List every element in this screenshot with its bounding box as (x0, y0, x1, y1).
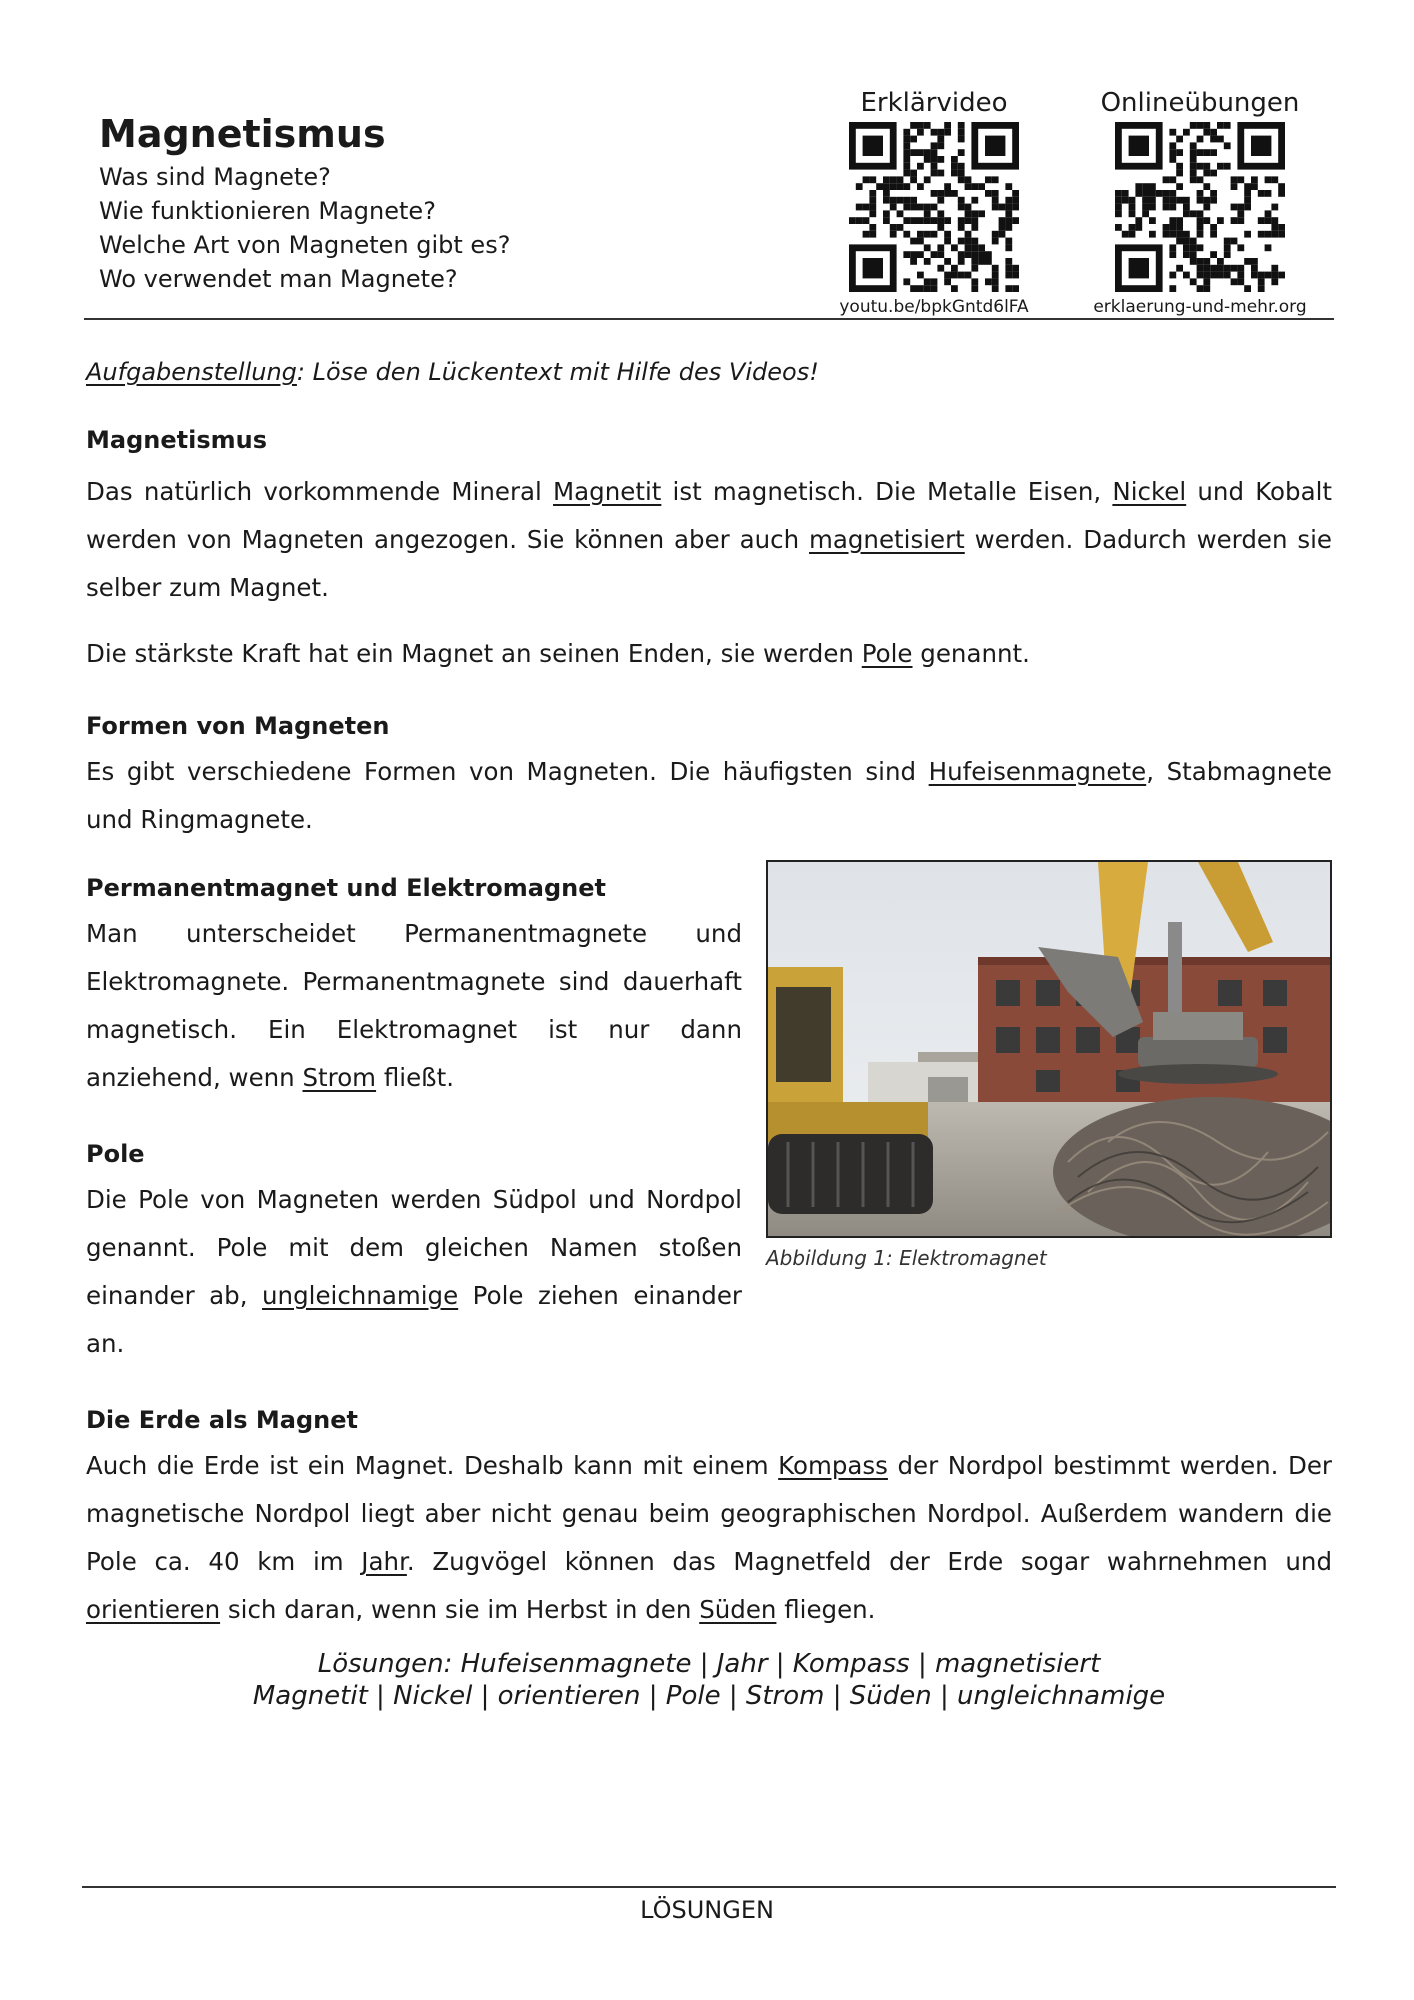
solutions-block (86, 1648, 1332, 1712)
text-run: Die stärkste Kraft hat ein Magnet an seinen Enden, sie werden (86, 639, 862, 668)
text-run: Pole ziehen einander an. (86, 1281, 742, 1358)
gap-answer: Jahr (361, 1547, 407, 1576)
text-run: der Nordpol bestimmt werden. Der magnetische Nordpol liegt aber nicht genau beim geographischen Nordpol. Außerdem wandern die Pole ca. 40 km im (86, 1451, 1333, 1576)
gap-answer: Süden (699, 1595, 777, 1624)
paragraph-magnetismus-2 (86, 630, 1332, 678)
qr-video-block (824, 86, 1044, 318)
paragraph-magnetismus-1 (86, 468, 1332, 612)
task-instruction (86, 352, 819, 392)
heading-permanent: Permanentmagnet und Elektromagnet (86, 874, 606, 902)
text-run: Es gibt verschiedene Formen von Magneten. Die häufigsten sind (86, 757, 929, 786)
page-title: Magnetismus (99, 112, 386, 156)
task-label: Aufgabenstellung (86, 358, 297, 386)
electromagnet-photo (766, 860, 1332, 1238)
figure-caption: Abbildung 1: Elektromagnet (766, 1246, 1047, 1270)
text-run: Auch die Erde ist ein Magnet. Deshalb kann mit einem (86, 1451, 779, 1480)
solutions-line-1: Lösungen: Hufeisenmagnete | Jahr | Kompass | magnetisiert (317, 1649, 1101, 1679)
gap-answer: Kompass (778, 1451, 888, 1480)
question-item: Was sind Magnete? (99, 163, 331, 191)
task-text: : Löse den Lückentext mit Hilfe des Videos! (296, 358, 819, 386)
text-run: fließt. (376, 1063, 454, 1092)
question-item: Wo verwendet man Magnete? (99, 265, 458, 293)
electromagnet-illustration (768, 862, 1330, 1236)
solutions-line-2: Magnetit | Nickel | orientieren | Pole | Strom | Süden | ungleichnamige (252, 1681, 1166, 1711)
text-run: . Zugvögel können das Magnetfeld der Erde sogar wahrnehmen und (406, 1547, 1332, 1576)
qr-video-url[interactable]: youtu.be/bpkGntd6lFA (839, 297, 1029, 317)
gap-answer: magnetisiert (809, 525, 965, 554)
qr-video-label: Erklärvideo (860, 88, 1008, 118)
gap-answer: Pole (861, 639, 913, 668)
heading-formen: Formen von Magneten (86, 712, 390, 740)
paragraph-formen (86, 748, 1332, 844)
text-run: ist magnetisch. Die Metalle Eisen, (661, 477, 1113, 506)
text-run: und Kobalt werden von Magneten angezogen. Sie können aber auch (86, 477, 1333, 554)
guiding-questions (99, 160, 510, 296)
heading-pole: Pole (86, 1140, 145, 1168)
text-run: Man unterscheidet Permanentmagnete und Elektromagnete. Permanentmagnete sind dauerhaft magnetisch. Ein Elektromagnet ist nur dann anziehend, wenn (86, 919, 742, 1092)
text-run: genannt. (912, 639, 1030, 668)
qr-code-video[interactable] (849, 122, 1019, 292)
paragraph-permanent (86, 910, 742, 1102)
gap-answer: orientieren (86, 1595, 221, 1624)
question-item: Wie funktionieren Magnete? (99, 197, 436, 225)
heading-erde: Die Erde als Magnet (86, 1406, 358, 1434)
gap-answer: ungleichnamige (262, 1281, 459, 1310)
question-item: Welche Art von Magneten gibt es? (99, 231, 511, 259)
gap-answer: Magnetit (553, 477, 662, 506)
paragraph-erde (86, 1442, 1332, 1634)
qr-exercises-block (1090, 86, 1310, 318)
text-run: Die Pole von Magneten werden Südpol und Nordpol genannt. Pole mit dem gleichen Namen stoßen einander ab, (86, 1185, 742, 1310)
heading-magnetismus: Magnetismus (86, 426, 267, 454)
gap-answer: Nickel (1112, 477, 1187, 506)
text-run: sich daran, wenn sie im Herbst in den (220, 1595, 700, 1624)
text-run: , Stabmagnete und Ringmagnete. (86, 757, 1332, 834)
gap-answer: Strom (302, 1063, 377, 1092)
header-divider (84, 318, 1334, 320)
gap-answer: Hufeisenmagnete (928, 757, 1147, 786)
text-run: fliegen. (776, 1595, 876, 1624)
text-run: Das natürlich vorkommende Mineral (86, 477, 554, 506)
qr-code-exercises[interactable] (1115, 122, 1285, 292)
paragraph-pole (86, 1176, 742, 1368)
text-run: werden. Dadurch werden sie selber zum Magnet. (86, 525, 1332, 602)
footer-divider (82, 1886, 1336, 1888)
footer-label: LÖSUNGEN (640, 1896, 774, 1924)
qr-exercises-url[interactable]: erklaerung-und-mehr.org (1093, 297, 1307, 317)
qr-exercises-label: Onlineübungen (1100, 88, 1300, 118)
